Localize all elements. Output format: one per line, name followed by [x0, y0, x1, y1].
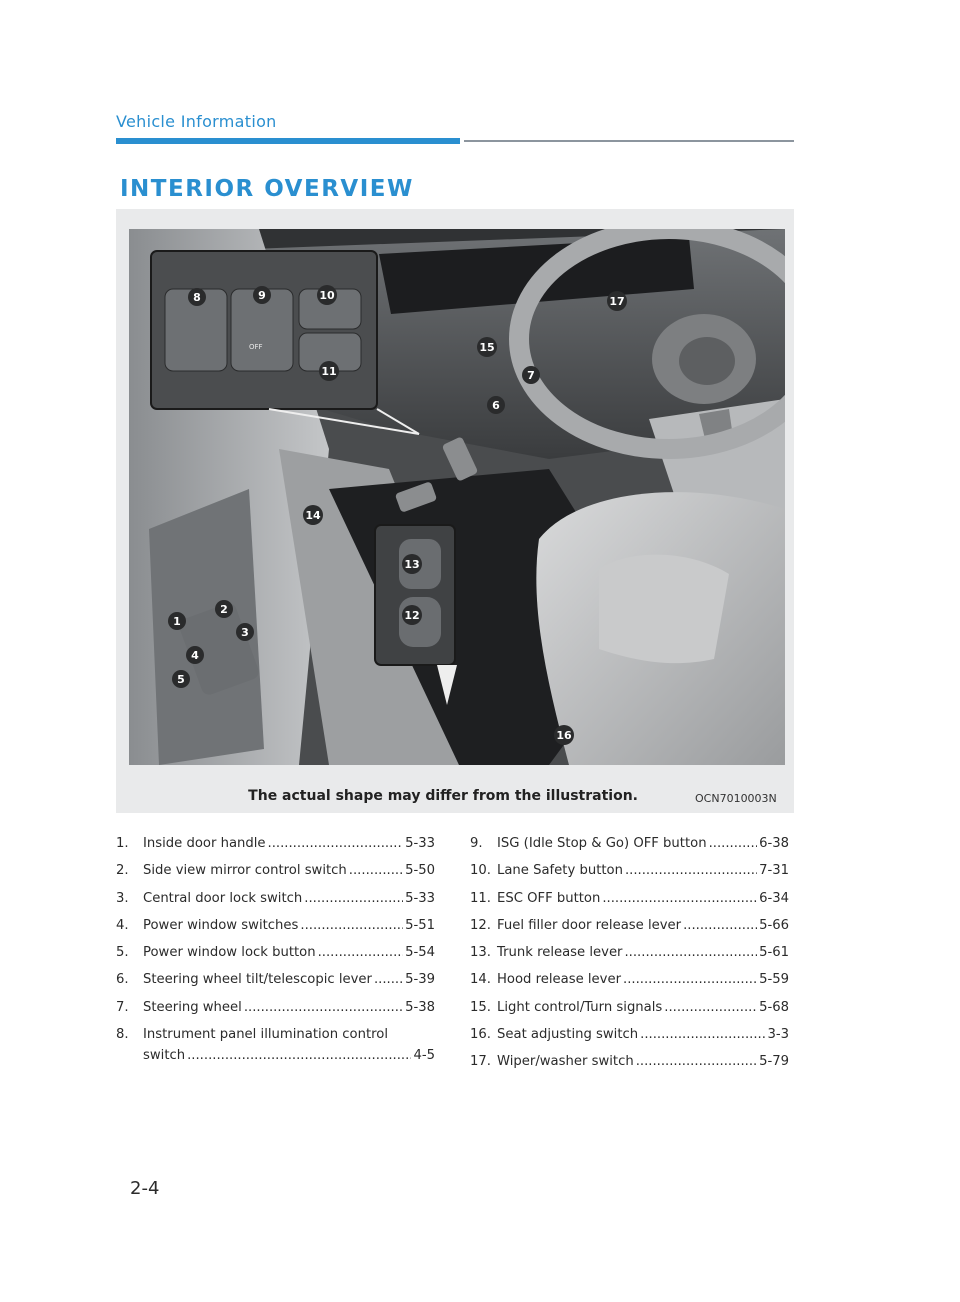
header-rule: [464, 140, 794, 142]
list-item: 16. Seat adjusting switch ..... 3-3: [470, 1027, 789, 1054]
callout-8: [188, 288, 206, 306]
svg-text:12: 12: [404, 609, 420, 622]
list-item-continued: switch ..... 4-5: [116, 1048, 435, 1075]
svg-text:13: 13: [404, 558, 420, 571]
callout-5: [172, 670, 190, 688]
callout-13: [402, 554, 422, 574]
callout-15: [477, 337, 497, 357]
header-rule-accent: [116, 138, 460, 144]
list-item: 5. Power window lock button ..... 5-54: [116, 945, 435, 972]
svg-text:2: 2: [220, 603, 228, 616]
svg-text:10: 10: [319, 289, 335, 302]
page-number: 2-4: [130, 1178, 160, 1199]
svg-text:5: 5: [177, 673, 185, 686]
svg-text:3: 3: [241, 626, 249, 639]
list-item: 9. ISG (Idle Stop & Go) OFF button ..... 6-38: [470, 836, 789, 863]
list-item: 3. Central door lock switch ..... 5-33: [116, 891, 435, 918]
list-item: 11. ESC OFF button ..... 6-34: [470, 891, 789, 918]
list-item: 7. Steering wheel ..... 5-38: [116, 1000, 435, 1027]
figure-code: OCN7010003N: [695, 792, 777, 805]
callout-11: [319, 361, 339, 381]
callout-12: [402, 605, 422, 625]
list-item: 15. Light control/Turn signals ..... 5-68: [470, 1000, 789, 1027]
item-list-right: [470, 836, 789, 1082]
svg-text:17: 17: [609, 295, 625, 308]
list-item: 8. Instrument panel illumination control: [116, 1027, 388, 1043]
svg-text:8: 8: [193, 291, 201, 304]
svg-text:7: 7: [527, 369, 535, 382]
svg-text:16: 16: [556, 729, 572, 742]
list-item: 4. Power window switches ..... 5-51: [116, 918, 435, 945]
callout-10: [317, 285, 337, 305]
list-item: 13. Trunk release lever ..... 5-61: [470, 945, 789, 972]
svg-text:15: 15: [479, 341, 495, 354]
list-item: 17. Wiper/washer switch ..... 5-79: [470, 1054, 789, 1081]
svg-text:4: 4: [191, 649, 199, 662]
svg-text:9: 9: [258, 289, 266, 302]
isg-off-label: OFF: [249, 343, 263, 351]
figure-caption: The actual shape may differ from the illustration.: [248, 788, 638, 804]
item-list-left: [116, 836, 435, 1075]
interior-illustration: [129, 229, 785, 765]
list-item: 1. Inside door handle ..... 5-33: [116, 836, 435, 863]
callout-9: [253, 286, 271, 304]
callout-4: [186, 646, 204, 664]
svg-text:11: 11: [321, 365, 337, 378]
callout-1: [168, 612, 186, 630]
callout-14: [303, 505, 323, 525]
list-item: 6. Steering wheel tilt/telescopic lever ..... 5-39: [116, 972, 435, 999]
section-header: Vehicle Information: [116, 112, 277, 131]
list-item: 14. Hood release lever ..... 5-59: [470, 972, 789, 999]
list-item: 10. Lane Safety button ..... 7-31: [470, 863, 789, 890]
callout-16: [554, 725, 574, 745]
page-title: INTERIOR OVERVIEW: [120, 176, 414, 202]
callout-3: [236, 623, 254, 641]
callout-17: [607, 291, 627, 311]
figure-panel: [116, 209, 794, 813]
svg-text:14: 14: [305, 509, 321, 522]
svg-text:1: 1: [173, 615, 181, 628]
list-item: 2. Side view mirror control switch ..... 5-50: [116, 863, 435, 890]
callout-2: [215, 600, 233, 618]
callout-7: [522, 366, 540, 384]
callout-6: [487, 396, 505, 414]
list-item: 12. Fuel filler door release lever ..... 5-66: [470, 918, 789, 945]
svg-text:6: 6: [492, 399, 500, 412]
